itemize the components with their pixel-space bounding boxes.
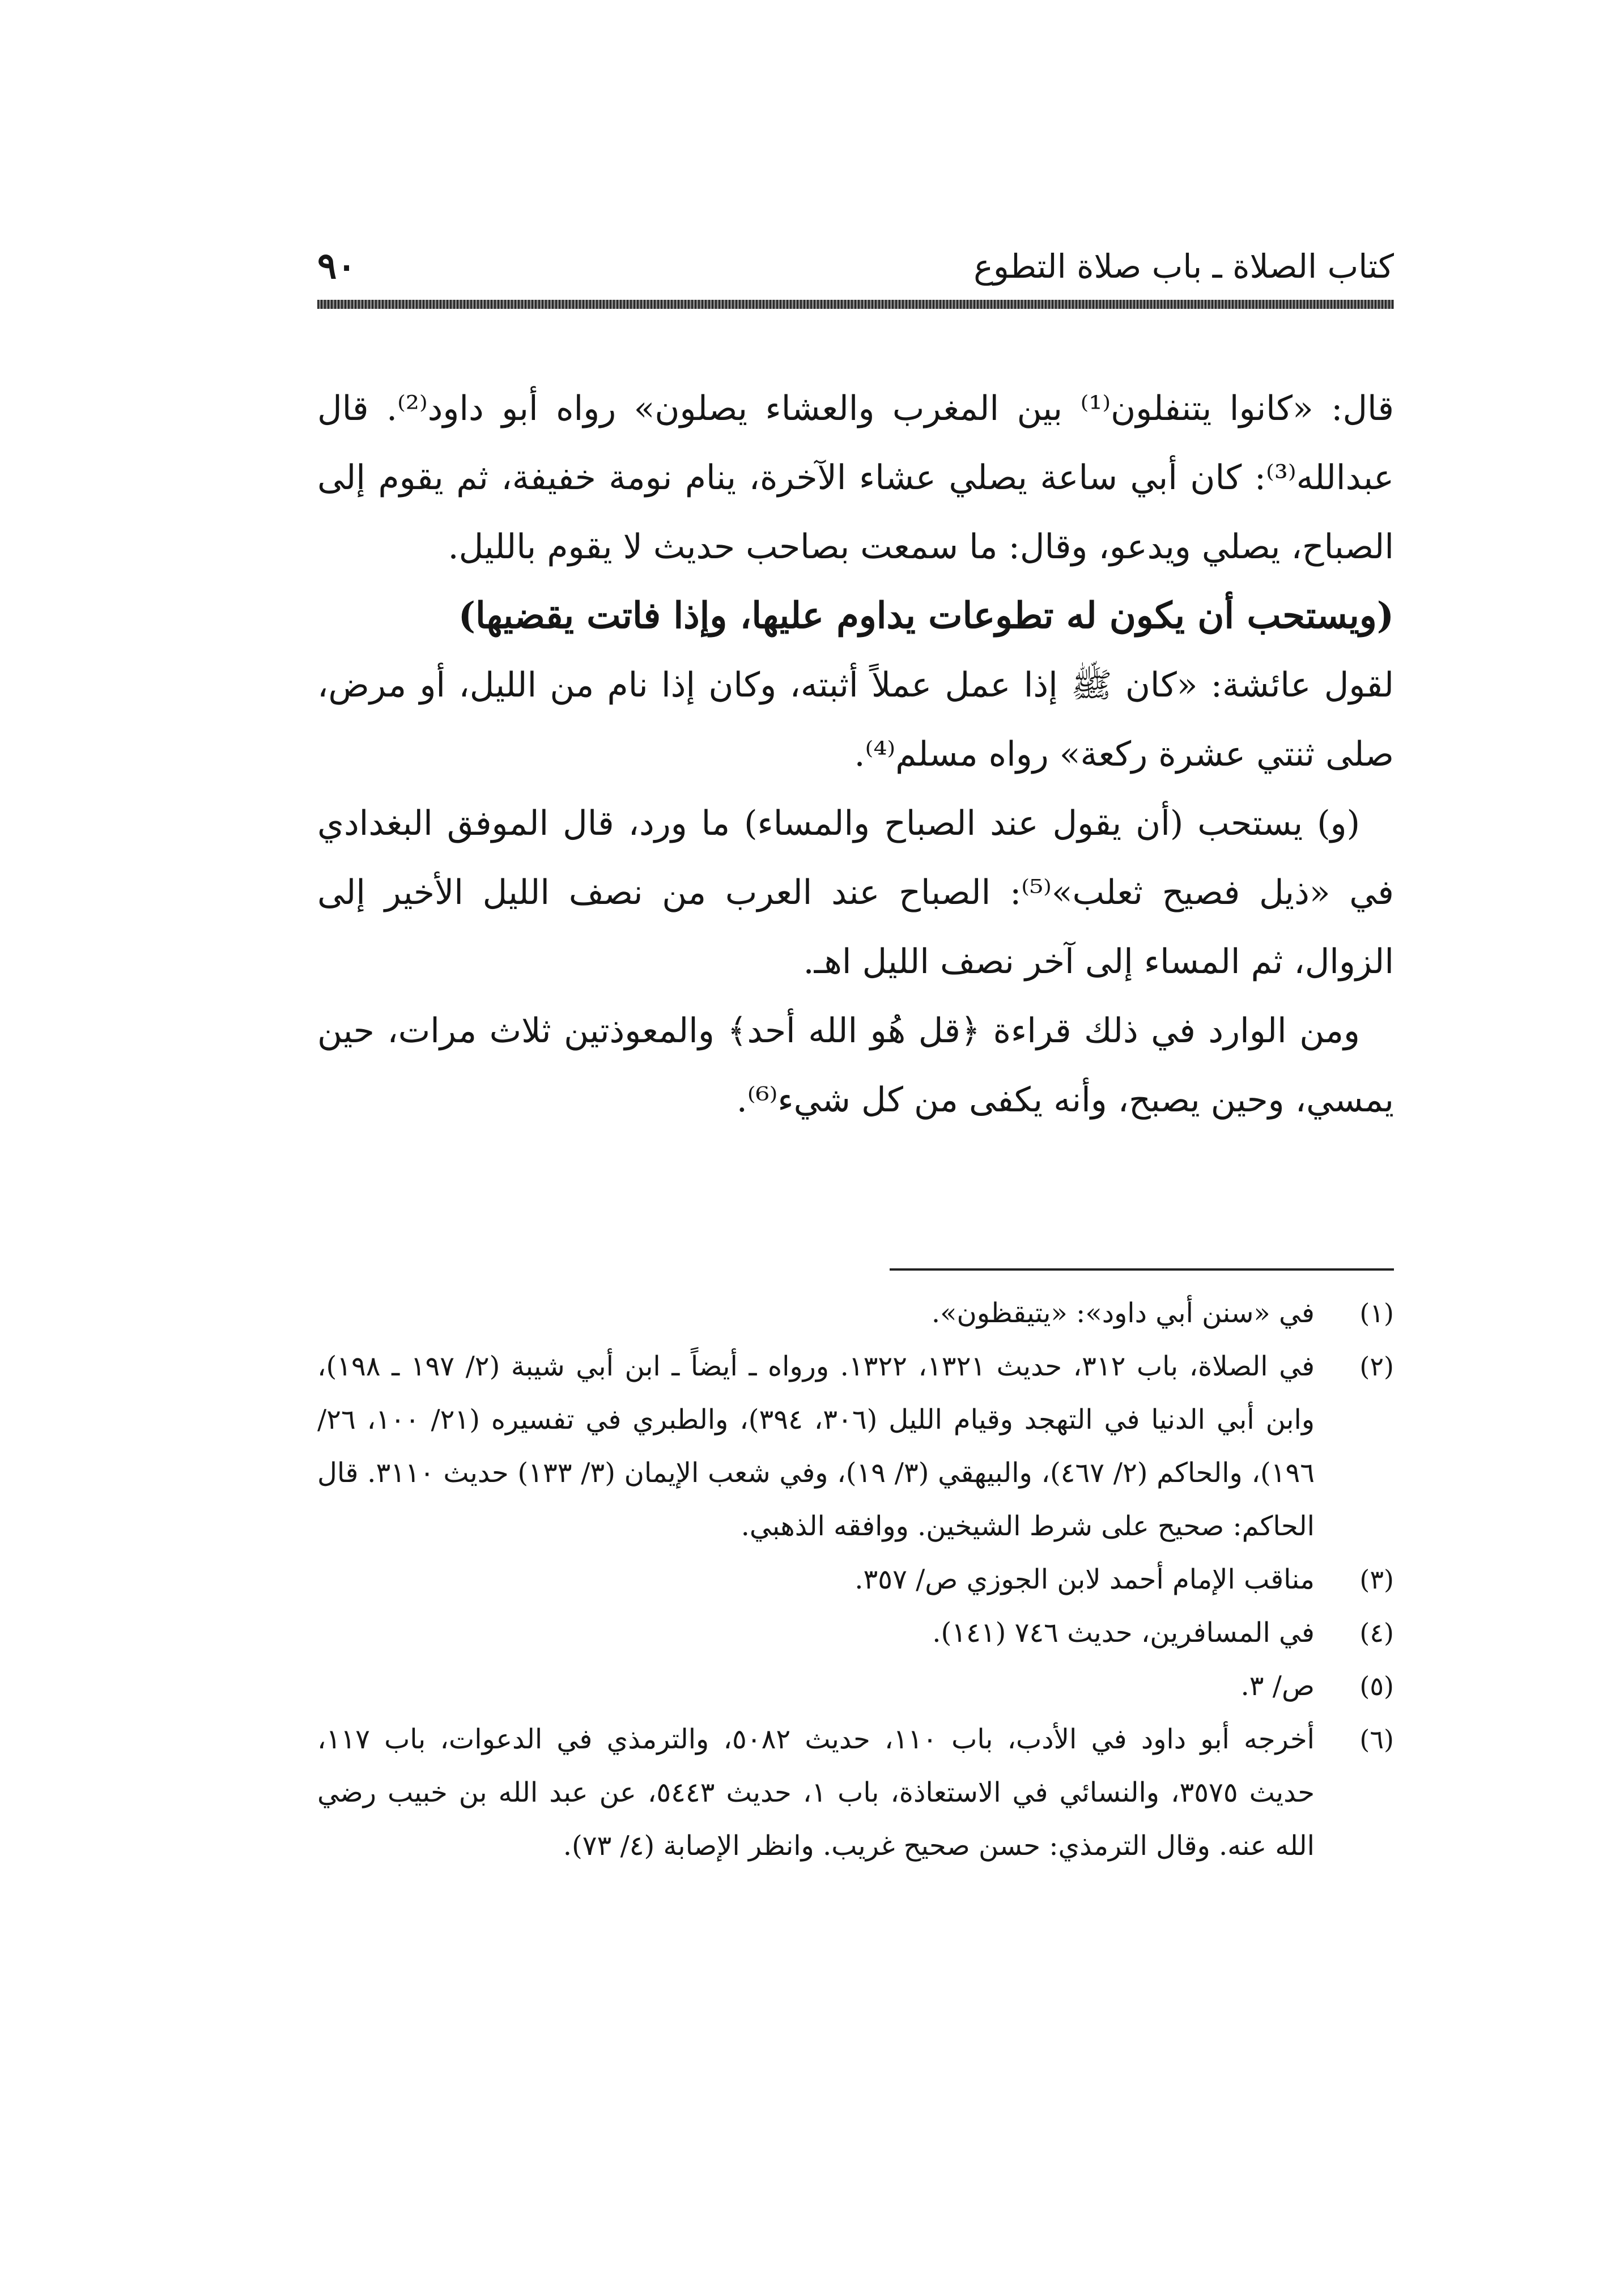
footnote-number: (٤) (1359, 1617, 1394, 1648)
section-heading-tatawwu: (ويستحب أن يكون له تطوعات يداوم عليها، وإذا فاتت يقضيها) (458, 595, 1394, 637)
paragraph-aisha: لقول عائشة: «كان ﷺ إذا عمل عملاً أثبته، وكان إذا نام من الليل، أو مرض، صلى ثنتي عشرة ركعة» رواه مسلم⁽⁴⁾. (317, 665, 1394, 774)
footnotes (317, 1286, 1394, 1872)
footnote-separator (890, 1268, 1394, 1271)
footnote-number: (٦) (1359, 1724, 1394, 1755)
footnote-text: في الصلاة، باب ٣١٢، حديث ١٣٢١، ١٣٢٢. ورواه ـ أيضاً ـ ابن أبي شيبة (٢/ ١٩٧ ـ ١٩٨)، وابن أبي الدنيا في التهجد وقيام الليل (٣٠٦، ٣٩٤)، والطبري في تفسيره (٢١/ ١٠٠، ٢٦/ ١٩٦)، والحاكم (٢/ ٤٦٧)، والبيهقي (٣/ ١٩)، وفي شعب الإيمان (٣/ ١٣٣) حديث ٣١١٠. قال الحاكم: صحيح على شرط الشيخين. ووافقه الذهبي. (317, 1351, 1315, 1542)
footnote-number: (١) (1359, 1298, 1394, 1328)
header-rule (317, 300, 1394, 309)
footnote-number: (٥) (1359, 1671, 1394, 1701)
page-header (317, 241, 1394, 309)
footnote-text: في «سنن أبي داود»: «يتيقظون». (931, 1297, 1315, 1329)
paragraph-recitation: ومن الوارد في ذلك قراءة ﴿قل هُو الله أحد﴾ والمعوذتين ثلاث مرات، حين يمسي، وحين يصبح، وأنه يكفى من كل شيء⁽⁶⁾. (317, 1011, 1394, 1120)
footnote-item (317, 1659, 1394, 1713)
running-title: كتاب الصلاة ـ باب صلاة التطوع (973, 247, 1394, 286)
footnote-number: (٣) (1359, 1564, 1394, 1595)
page-number: ٩٠ (317, 245, 356, 287)
footnote-text: في المسافرين، حديث ٧٤٦ (١٤١). (932, 1617, 1315, 1649)
footnote-item (317, 1713, 1394, 1872)
paragraph-abu-dawud: قال: «كانوا يتنفلون⁽¹⁾ بين المغرب والعشاء يصلون» رواه أبو داود⁽²⁾. قال عبدالله⁽³⁾: كان أبي ساعة يصلي عشاء الآخرة، ينام نومة خفيفة، ثم يقوم إلى الصباح، يصلي ويدعو، وقال: ما سمعت بصاحب حديث لا يقوم بالليل. (317, 389, 1395, 567)
footnote-text: أخرجه أبو داود في الأدب، باب ١١٠، حديث ٥٠٨٢، والترمذي في الدعوات، باب ١١٧، حديث ٣٥٧٥، والنسائي في الاستعاذة، باب ١، حديث ٥٤٤٣، عن عبد الله بن خبيب رضي الله عنه. وقال الترمذي: حسن صحيح غريب. وانظر الإصابة (٤/ ٧٣). (317, 1723, 1315, 1862)
footnote-item (317, 1286, 1394, 1340)
footnote-text: مناقب الإمام أحمد لابن الجوزي ص/ ٣٥٧. (854, 1564, 1315, 1595)
footnote-text: ص/ ٣. (1240, 1670, 1315, 1702)
footnote-item (317, 1340, 1394, 1553)
footnote-number: (٢) (1359, 1351, 1394, 1382)
main-text (317, 374, 1394, 1135)
footnote-item (317, 1553, 1394, 1606)
footnote-item (317, 1606, 1394, 1659)
paragraph-morning-evening: (و) يستحب (أن يقول عند الصباح والمساء) ما ورد، قال الموفق البغدادي في «ذيل فصيح ثعلب»⁽⁵⁾: الصباح عند العرب من نصف الليل الأخير إلى الزوال، ثم المساء إلى آخر نصف الليل اهـ. (317, 804, 1394, 982)
